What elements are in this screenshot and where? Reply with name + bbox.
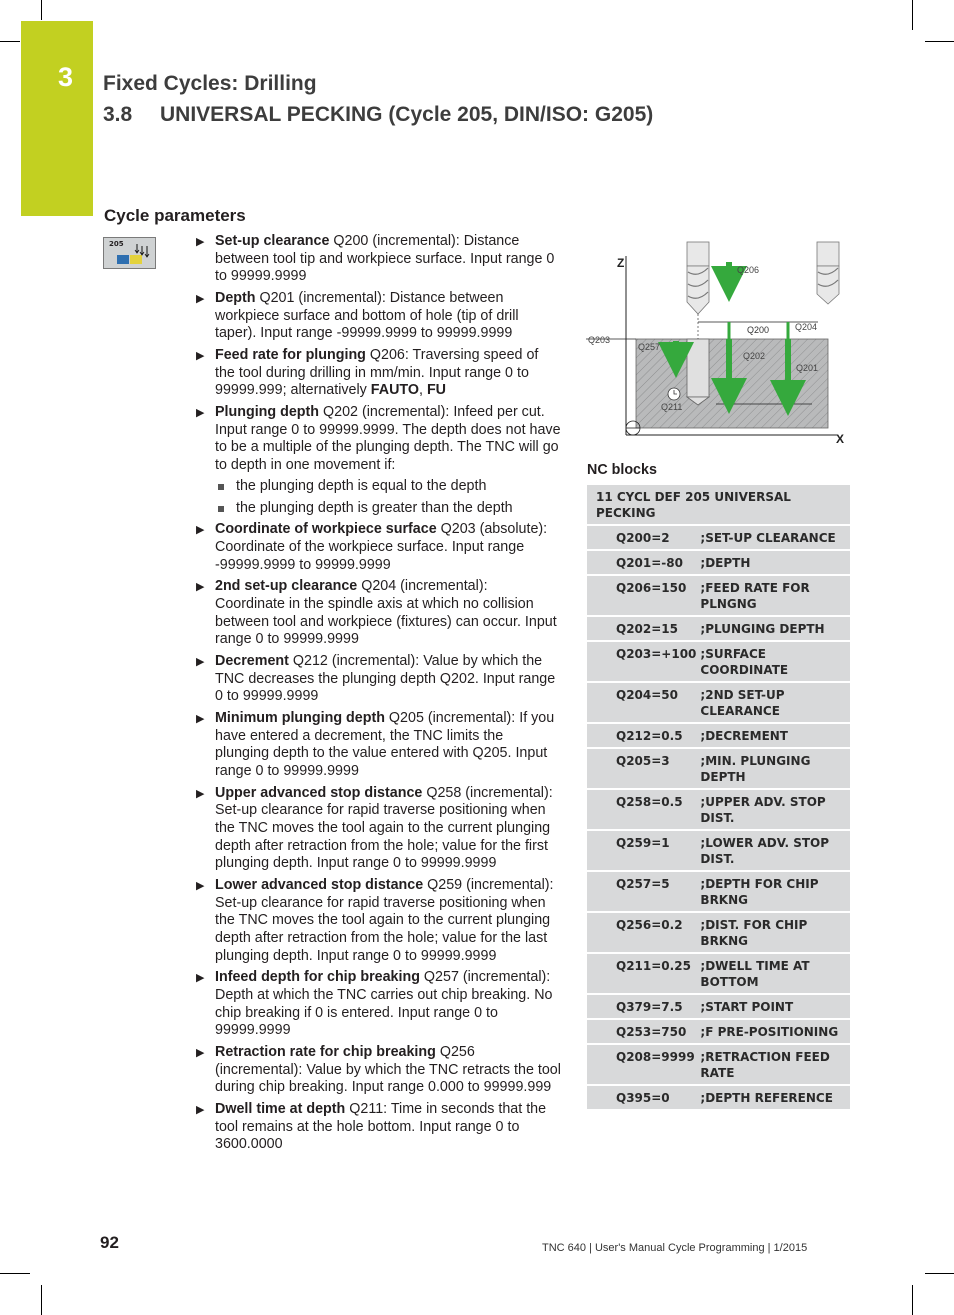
nc-comment-cell: ;2ND SET-UP CLEARANCE bbox=[698, 682, 850, 723]
sub-bullet-text: the plunging depth is equal to the depth bbox=[236, 477, 487, 494]
triangle-bullet-icon: ▶ bbox=[196, 880, 205, 893]
crop-mark bbox=[912, 1285, 913, 1315]
nc-code-cell: Q202=15 bbox=[587, 616, 698, 641]
crop-mark bbox=[0, 41, 20, 42]
triangle-bullet-icon: ▶ bbox=[196, 1047, 205, 1060]
q211-label: Q211 bbox=[661, 402, 683, 412]
q202-label: Q202 bbox=[743, 351, 766, 361]
drill-tool-left bbox=[687, 242, 709, 314]
crop-mark bbox=[925, 1273, 954, 1274]
param-item bbox=[195, 521, 561, 574]
param-desc: Q206: Traversing speed of the tool during drilling in mm/min. Input range 0 to 99999.999; alternatively bbox=[215, 347, 539, 399]
triangle-bullet-icon: ▶ bbox=[196, 407, 205, 420]
param-item bbox=[195, 653, 561, 706]
table-row bbox=[587, 723, 850, 748]
crop-mark bbox=[912, 0, 913, 30]
nc-code-cell: Q206=150 bbox=[587, 575, 698, 616]
square-bullet-icon bbox=[218, 506, 224, 512]
softkey-label: 205 bbox=[109, 240, 124, 248]
q201-label: Q201 bbox=[796, 363, 819, 373]
pecking-cycle-icon bbox=[104, 238, 155, 268]
nc-header-cell: 11 CYCL DEF 205 UNIVERSAL PECKING bbox=[587, 485, 850, 525]
nc-code-cell: Q201=-80 bbox=[587, 550, 698, 575]
crop-mark bbox=[0, 1273, 30, 1274]
nc-blocks-heading: NC blocks bbox=[587, 462, 657, 478]
table-row bbox=[587, 550, 850, 575]
param-name: Plunging depth bbox=[215, 404, 320, 421]
nc-comment-cell: ;SET-UP CLEARANCE bbox=[698, 525, 850, 550]
section-title bbox=[103, 103, 653, 127]
nc-code-cell: Q395=0 bbox=[587, 1085, 698, 1110]
parameter-list bbox=[195, 233, 561, 1158]
param-name: Dwell time at depth bbox=[215, 1101, 346, 1118]
triangle-bullet-icon: ▶ bbox=[196, 581, 205, 594]
param-item bbox=[195, 404, 561, 517]
triangle-bullet-icon: ▶ bbox=[196, 972, 205, 985]
param-desc: Q204 (incremental): Coordinate in the spindle axis at which no collision between tool and workpiece (fixtures) can occur. Input range 0 to 99999.9999 bbox=[215, 578, 557, 648]
param-item bbox=[195, 969, 561, 1039]
param-name: Decrement bbox=[215, 653, 289, 670]
param-name: Feed rate for plunging bbox=[215, 347, 366, 364]
page-number: 92 bbox=[100, 1233, 119, 1252]
nc-code-cell: Q256=0.2 bbox=[587, 912, 698, 953]
param-desc: Q259 (incremental): Set-up clearance for rapid traverse positioning when the TNC moves the tool again to the current plunging depth after retraction from the hole; value for the last plunging depth. Input range 0 to 99999.9999 bbox=[215, 877, 554, 964]
nc-comment-cell: ;RETRACTION FEED RATE bbox=[698, 1044, 850, 1085]
cycle-diagram bbox=[586, 238, 850, 450]
cycle-205-softkey bbox=[103, 237, 156, 269]
param-option: FAUTO bbox=[370, 382, 419, 399]
table-row bbox=[587, 682, 850, 723]
triangle-bullet-icon: ▶ bbox=[196, 350, 205, 363]
drilled-hole bbox=[687, 339, 709, 397]
nc-comment-cell: ;DIST. FOR CHIP BRKNG bbox=[698, 912, 850, 953]
nc-header-row bbox=[587, 485, 850, 525]
nc-comment-cell: ;PLUNGING DEPTH bbox=[698, 616, 850, 641]
param-item bbox=[195, 290, 561, 343]
chapter-title: Fixed Cycles: Drilling bbox=[103, 72, 317, 95]
crop-mark bbox=[925, 41, 954, 42]
nc-comment-cell: ;DECREMENT bbox=[698, 723, 850, 748]
nc-comment-cell: ;UPPER ADV. STOP DIST. bbox=[698, 789, 850, 830]
nc-comment-cell: ;FEED RATE FOR PLNGNG bbox=[698, 575, 850, 616]
nc-blocks-table bbox=[587, 485, 850, 1111]
nc-comment-cell: ;DWELL TIME AT BOTTOM bbox=[698, 953, 850, 994]
param-item bbox=[195, 233, 561, 286]
param-desc: Q205 (incremental): If you have entered a decrement, the TNC limits the plunging depth to the value entered with Q205. Input range 0 to 99999.9999 bbox=[215, 710, 555, 779]
table-row bbox=[587, 830, 850, 871]
table-row bbox=[587, 641, 850, 682]
table-row bbox=[587, 748, 850, 789]
nc-comment-cell: ;MIN. PLUNGING DEPTH bbox=[698, 748, 850, 789]
nc-comment-cell: ;DEPTH bbox=[698, 550, 850, 575]
param-item bbox=[195, 877, 561, 965]
param-name: Depth bbox=[215, 290, 256, 307]
nc-comment-cell: ;F PRE-POSITIONING bbox=[698, 1019, 850, 1044]
triangle-bullet-icon: ▶ bbox=[196, 293, 205, 306]
triangle-bullet-icon: ▶ bbox=[196, 656, 205, 669]
param-desc: Q202 (incremental): Infeed per cut. Input range 0 to 99999.9999. The depth does not have to be a multiple of the plunging depth. The TNC will go to depth in one movement if: bbox=[215, 404, 561, 474]
param-desc: Q203 (absolute): Coordinate of the workpiece surface. Input range -99999.9999 to 99999.9999 bbox=[215, 521, 548, 573]
nc-code-cell: Q253=750 bbox=[587, 1019, 698, 1044]
table-row bbox=[587, 616, 850, 641]
param-name: Set-up clearance bbox=[215, 233, 330, 249]
table-row bbox=[587, 525, 850, 550]
square-bullet-icon bbox=[218, 484, 224, 490]
nc-code-cell: Q379=7.5 bbox=[587, 994, 698, 1019]
q206-label: Q206 bbox=[737, 265, 760, 275]
crop-mark bbox=[41, 1285, 42, 1315]
sub-bullet-item bbox=[215, 478, 561, 496]
param-name: Retraction rate for chip breaking bbox=[215, 1044, 436, 1061]
param-desc: Q258 (incremental): Set-up clearance for rapid traverse positioning when the TNC moves the tool again to the current plunging depth after retraction from the hole; value for the first plunging depth. Input range 0 to 99999.9999 bbox=[215, 784, 553, 872]
param-item bbox=[195, 785, 561, 873]
nc-comment-cell: ;DEPTH FOR CHIP BRKNG bbox=[698, 871, 850, 912]
nc-code-cell: Q203=+100 bbox=[587, 641, 698, 682]
nc-comment-cell: ;LOWER ADV. STOP DIST. bbox=[698, 830, 850, 871]
q200-label: Q200 bbox=[747, 325, 770, 335]
param-item bbox=[195, 1044, 561, 1097]
triangle-bullet-icon: ▶ bbox=[196, 787, 205, 800]
q203-label: Q203 bbox=[588, 335, 611, 345]
param-item bbox=[195, 347, 561, 400]
table-row bbox=[587, 789, 850, 830]
nc-comment-cell: ;SURFACE COORDINATE bbox=[698, 641, 850, 682]
param-desc: Q211: Time in seconds that the tool remains at the hole bottom. Input range 0 to 3600.0000 bbox=[215, 1101, 547, 1153]
sub-bullet-list bbox=[215, 478, 561, 517]
param-item bbox=[195, 710, 561, 780]
param-name: Coordinate of workpiece surface bbox=[215, 521, 437, 538]
triangle-bullet-icon: ▶ bbox=[196, 524, 205, 537]
param-desc: Q212 (incremental): Value by which the TNC decreases the plunging depth Q202. Input range 0 to 99999.9999 bbox=[215, 653, 556, 705]
table-row bbox=[587, 575, 850, 616]
footer-text: TNC 640 | User's Manual Cycle Programming | 1/2015 bbox=[542, 1242, 808, 1254]
table-row bbox=[587, 994, 850, 1019]
nc-code-cell: Q204=50 bbox=[587, 682, 698, 723]
q257-label: Q257 bbox=[638, 342, 661, 352]
triangle-bullet-icon: ▶ bbox=[196, 713, 205, 726]
table-row bbox=[587, 871, 850, 912]
nc-code-cell: Q258=0.5 bbox=[587, 789, 698, 830]
section-title-text: UNIVERSAL PECKING (Cycle 205, DIN/ISO: G205) bbox=[160, 103, 654, 126]
param-separator: , bbox=[419, 382, 427, 399]
param-item bbox=[195, 1101, 561, 1154]
param-option: FU bbox=[426, 382, 447, 399]
crop-mark bbox=[41, 0, 42, 20]
triangle-bullet-icon: ▶ bbox=[196, 1104, 205, 1117]
param-item bbox=[195, 578, 561, 648]
q204-label: Q204 bbox=[795, 322, 818, 332]
sub-bullet-item bbox=[215, 500, 561, 518]
section-number: 3.8 bbox=[103, 103, 133, 126]
cycle-parameters-heading: Cycle parameters bbox=[104, 206, 246, 225]
param-name: Lower advanced stop distance bbox=[215, 877, 424, 894]
table-row bbox=[587, 1019, 850, 1044]
param-name: Upper advanced stop distance bbox=[215, 784, 423, 801]
table-row bbox=[587, 1085, 850, 1110]
nc-code-cell: Q212=0.5 bbox=[587, 723, 698, 748]
param-name: Infeed depth for chip breaking bbox=[215, 969, 420, 986]
param-name: 2nd set-up clearance bbox=[215, 578, 358, 595]
nc-code-cell: Q259=1 bbox=[587, 830, 698, 871]
table-row bbox=[587, 953, 850, 994]
param-desc: Q201 (incremental): Distance between workpiece surface and bottom of hole (tip of drill taper). Input range -99999.9999 to 99999.9999 bbox=[215, 290, 519, 342]
nc-code-cell: Q257=5 bbox=[587, 871, 698, 912]
nc-code-cell: Q211=0.25 bbox=[587, 953, 698, 994]
axis-x-label: X bbox=[836, 432, 845, 446]
drill-tool-right bbox=[817, 242, 839, 304]
nc-comment-cell: ;START POINT bbox=[698, 994, 850, 1019]
param-desc: Q257 (incremental): Depth at which the TNC carries out chip breaking. No chip breaking if 0 is entered. Input range 0 to 99999.9999 bbox=[215, 969, 553, 1039]
param-name: Minimum plunging depth bbox=[215, 710, 385, 727]
chapter-number: 3 bbox=[58, 62, 74, 92]
nc-code-cell: Q208=9999 bbox=[587, 1044, 698, 1085]
param-desc: Q200 (incremental): Distance between tool tip and workpiece surface. Input range 0 to 99999.9999 bbox=[215, 233, 555, 285]
nc-comment-cell: ;DEPTH REFERENCE bbox=[698, 1085, 850, 1110]
table-row bbox=[587, 912, 850, 953]
nc-code-cell: Q205=3 bbox=[587, 748, 698, 789]
chapter-tab bbox=[21, 21, 93, 216]
nc-code-cell: Q200=2 bbox=[587, 525, 698, 550]
triangle-bullet-icon: ▶ bbox=[196, 236, 205, 248]
param-desc: Q256 (incremental): Value by which the TNC retracts the tool during chip breaking. Input range 0.000 to 99999.999 bbox=[215, 1044, 561, 1096]
table-row bbox=[587, 1044, 850, 1085]
axis-z-label: Z bbox=[617, 256, 625, 270]
sub-bullet-text: the plunging depth is greater than the depth bbox=[236, 499, 513, 516]
